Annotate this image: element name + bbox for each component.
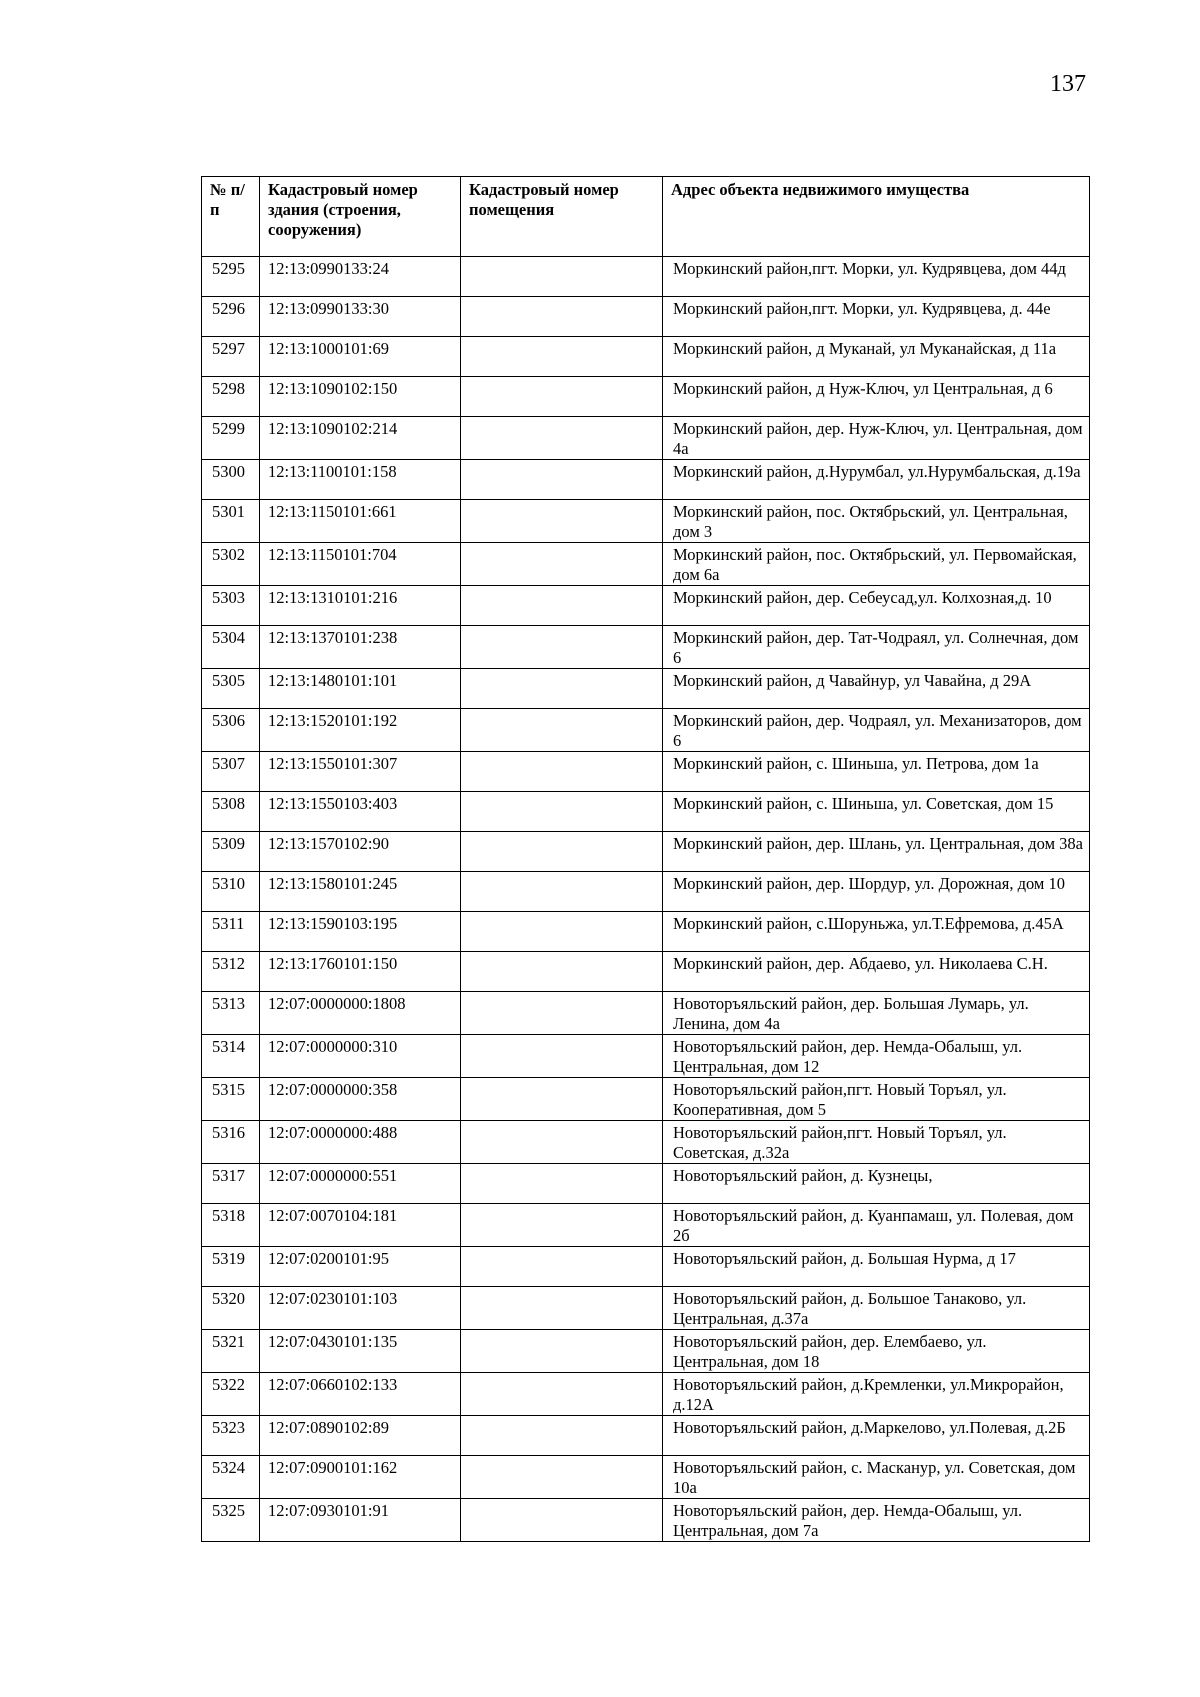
table-body [202,257,1090,1542]
table-row [202,669,1090,709]
cell-row-number: 5311 [202,912,260,952]
cell-property-address: Новоторъяльский район,пгт. Новый Торъял, ул. Советская, д.32а [663,1121,1090,1164]
page-number: 137 [1050,71,1086,97]
table-row [202,1121,1090,1164]
cell-property-address: Моркинский район, пос. Октябрьский, ул. Первомайская, дом 6а [663,543,1090,586]
table-row [202,586,1090,626]
cell-property-address: Новоторъяльский район, д. Большая Нурма, д 17 [663,1247,1090,1287]
cell-property-address: Моркинский район, дер. Себеусад,ул. Колхозная,д. 10 [663,586,1090,626]
cell-building-cadastral-number: 12:07:0430101:135 [260,1330,461,1373]
cell-room-cadastral-number [461,257,663,297]
cell-room-cadastral-number [461,1456,663,1499]
cell-room-cadastral-number [461,460,663,500]
cell-building-cadastral-number: 12:13:1590103:195 [260,912,461,952]
cell-property-address: Моркинский район, пос. Октябрьский, ул. Центральная, дом 3 [663,500,1090,543]
cell-property-address: Новоторъяльский район, д. Большое Танаково, ул. Центральная, д.37а [663,1287,1090,1330]
cell-property-address: Новоторъяльский район, д. Кузнецы, [663,1164,1090,1204]
cell-property-address: Новоторъяльский район, дер. Немда-Обалыш, ул. Центральная, дом 12 [663,1035,1090,1078]
cell-building-cadastral-number: 12:07:0230101:103 [260,1287,461,1330]
cell-property-address: Новоторъяльский район, д.Маркелово, ул.Полевая, д.2Б [663,1416,1090,1456]
cell-building-cadastral-number: 12:13:0990133:30 [260,297,461,337]
cell-property-address: Моркинский район, дер. Нуж-Ключ, ул. Центральная, дом 4а [663,417,1090,460]
cell-row-number: 5297 [202,337,260,377]
cell-property-address: Моркинский район, с. Шиньша, ул. Петрова, дом 1а [663,752,1090,792]
cell-room-cadastral-number [461,912,663,952]
cell-building-cadastral-number: 12:13:1310101:216 [260,586,461,626]
table-row [202,626,1090,669]
cell-row-number: 5300 [202,460,260,500]
table-header-row [202,177,1090,257]
table-row [202,377,1090,417]
cell-row-number: 5316 [202,1121,260,1164]
property-registry-table [201,176,1090,1542]
cell-property-address: Моркинский район, дер. Чодраял, ул. Механизаторов, дом 6 [663,709,1090,752]
table-row [202,1078,1090,1121]
cell-room-cadastral-number [461,1035,663,1078]
table-row [202,543,1090,586]
cell-building-cadastral-number: 12:13:1150101:704 [260,543,461,586]
cell-building-cadastral-number: 12:13:1520101:192 [260,709,461,752]
table-row [202,992,1090,1035]
cell-row-number: 5309 [202,832,260,872]
cell-room-cadastral-number [461,1499,663,1542]
cell-row-number: 5321 [202,1330,260,1373]
cell-property-address: Моркинский район,пгт. Морки, ул. Кудрявцева, дом 44д [663,257,1090,297]
header-row-number: № п/п [202,177,260,257]
cell-building-cadastral-number: 12:13:1570102:90 [260,832,461,872]
cell-room-cadastral-number [461,626,663,669]
cell-row-number: 5324 [202,1456,260,1499]
cell-row-number: 5305 [202,669,260,709]
cell-property-address: Моркинский район, д Нуж-Ключ, ул Центральная, д 6 [663,377,1090,417]
cell-room-cadastral-number [461,992,663,1035]
cell-row-number: 5315 [202,1078,260,1121]
cell-row-number: 5325 [202,1499,260,1542]
cell-row-number: 5319 [202,1247,260,1287]
table-row [202,752,1090,792]
table-row [202,1416,1090,1456]
header-room-cadastral-number: Кадастровый номер помещения [461,177,663,257]
table-row [202,1035,1090,1078]
table-row [202,337,1090,377]
table-row [202,912,1090,952]
cell-property-address: Моркинский район, дер. Тат-Чодраял, ул. Солнечная, дом 6 [663,626,1090,669]
cell-property-address: Новоторъяльский район, д.Кремленки, ул.Микрорайон, д.12А [663,1373,1090,1416]
cell-row-number: 5295 [202,257,260,297]
cell-building-cadastral-number: 12:07:0000000:1808 [260,992,461,1035]
table-row [202,792,1090,832]
cell-building-cadastral-number: 12:13:1760101:150 [260,952,461,992]
cell-room-cadastral-number [461,709,663,752]
cell-room-cadastral-number [461,669,663,709]
cell-row-number: 5304 [202,626,260,669]
cell-building-cadastral-number: 12:07:0200101:95 [260,1247,461,1287]
table-row [202,500,1090,543]
cell-building-cadastral-number: 12:07:0930101:91 [260,1499,461,1542]
cell-room-cadastral-number [461,1204,663,1247]
cell-room-cadastral-number [461,952,663,992]
cell-room-cadastral-number [461,1287,663,1330]
table-row [202,1287,1090,1330]
cell-property-address: Моркинский район, с. Шиньша, ул. Советская, дом 15 [663,792,1090,832]
table-row [202,257,1090,297]
cell-property-address: Моркинский район, дер. Шлань, ул. Центральная, дом 38а [663,832,1090,872]
cell-building-cadastral-number: 12:07:0000000:551 [260,1164,461,1204]
cell-room-cadastral-number [461,337,663,377]
cell-property-address: Новоторъяльский район, д. Куанпамаш, ул. Полевая, дом 2б [663,1204,1090,1247]
cell-building-cadastral-number: 12:13:1480101:101 [260,669,461,709]
cell-building-cadastral-number: 12:13:1550103:403 [260,792,461,832]
cell-room-cadastral-number [461,792,663,832]
cell-row-number: 5323 [202,1416,260,1456]
cell-room-cadastral-number [461,543,663,586]
cell-room-cadastral-number [461,752,663,792]
table-row [202,1499,1090,1542]
table-row [202,709,1090,752]
cell-building-cadastral-number: 12:13:0990133:24 [260,257,461,297]
cell-building-cadastral-number: 12:07:0890102:89 [260,1416,461,1456]
cell-room-cadastral-number [461,417,663,460]
table-row [202,872,1090,912]
cell-row-number: 5322 [202,1373,260,1416]
cell-building-cadastral-number: 12:13:1150101:661 [260,500,461,543]
header-property-address: Адрес объекта недвижимого имущества [663,177,1090,257]
cell-room-cadastral-number [461,1373,663,1416]
cell-building-cadastral-number: 12:07:0900101:162 [260,1456,461,1499]
cell-building-cadastral-number: 12:13:1090102:150 [260,377,461,417]
cell-row-number: 5301 [202,500,260,543]
table-row [202,1204,1090,1247]
cell-building-cadastral-number: 12:07:0070104:181 [260,1204,461,1247]
cell-row-number: 5303 [202,586,260,626]
cell-building-cadastral-number: 12:07:0000000:488 [260,1121,461,1164]
cell-building-cadastral-number: 12:13:1580101:245 [260,872,461,912]
cell-room-cadastral-number [461,1164,663,1204]
cell-row-number: 5298 [202,377,260,417]
cell-property-address: Моркинский район, дер. Шордур, ул. Дорожная, дом 10 [663,872,1090,912]
cell-building-cadastral-number: 12:07:0660102:133 [260,1373,461,1416]
cell-row-number: 5312 [202,952,260,992]
cell-row-number: 5318 [202,1204,260,1247]
table-row [202,1247,1090,1287]
cell-property-address: Моркинский район, д Муканай, ул Муканайская, д 11а [663,337,1090,377]
cell-building-cadastral-number: 12:13:1090102:214 [260,417,461,460]
cell-row-number: 5296 [202,297,260,337]
cell-row-number: 5306 [202,709,260,752]
cell-room-cadastral-number [461,500,663,543]
cell-room-cadastral-number [461,832,663,872]
cell-room-cadastral-number [461,1247,663,1287]
cell-room-cadastral-number [461,1330,663,1373]
cell-property-address: Новоторъяльский район, дер. Немда-Обалыш, ул. Центральная, дом 7а [663,1499,1090,1542]
table-row [202,1164,1090,1204]
cell-property-address: Новоторъяльский район, дер. Елембаево, ул. Центральная, дом 18 [663,1330,1090,1373]
table-row [202,1456,1090,1499]
cell-room-cadastral-number [461,297,663,337]
cell-property-address: Моркинский район, с.Шоруньжа, ул.Т.Ефремова, д.45А [663,912,1090,952]
cell-row-number: 5314 [202,1035,260,1078]
cell-row-number: 5313 [202,992,260,1035]
cell-building-cadastral-number: 12:13:1000101:69 [260,337,461,377]
table-row [202,1330,1090,1373]
table-row [202,952,1090,992]
cell-row-number: 5320 [202,1287,260,1330]
table-row [202,832,1090,872]
cell-row-number: 5310 [202,872,260,912]
cell-room-cadastral-number [461,1078,663,1121]
table-row [202,460,1090,500]
cell-row-number: 5307 [202,752,260,792]
cell-building-cadastral-number: 12:13:1100101:158 [260,460,461,500]
cell-property-address: Моркинский район,пгт. Морки, ул. Кудрявцева, д. 44е [663,297,1090,337]
header-building-cadastral-number: Кадастровый номер здания (строения, сооружения) [260,177,461,257]
cell-room-cadastral-number [461,1416,663,1456]
table-row [202,297,1090,337]
cell-building-cadastral-number: 12:07:0000000:358 [260,1078,461,1121]
cell-property-address: Новоторъяльский район, с. Масканур, ул. Советская, дом 10а [663,1456,1090,1499]
cell-property-address: Новоторъяльский район, дер. Большая Лумарь, ул. Ленина, дом 4а [663,992,1090,1035]
table-row [202,1373,1090,1416]
cell-building-cadastral-number: 12:13:1550101:307 [260,752,461,792]
cell-room-cadastral-number [461,1121,663,1164]
cell-building-cadastral-number: 12:07:0000000:310 [260,1035,461,1078]
cell-building-cadastral-number: 12:13:1370101:238 [260,626,461,669]
cell-property-address: Новоторъяльский район,пгт. Новый Торъял, ул. Кооперативная, дом 5 [663,1078,1090,1121]
cell-room-cadastral-number [461,377,663,417]
cell-room-cadastral-number [461,872,663,912]
table-row [202,417,1090,460]
cell-row-number: 5317 [202,1164,260,1204]
cell-property-address: Моркинский район, дер. Абдаево, ул. Николаева С.Н. [663,952,1090,992]
cell-room-cadastral-number [461,586,663,626]
cell-row-number: 5302 [202,543,260,586]
cell-property-address: Моркинский район, д Чавайнур, ул Чавайна, д 29А [663,669,1090,709]
cell-row-number: 5299 [202,417,260,460]
cell-property-address: Моркинский район, д.Нурумбал, ул.Нурумбальская, д.19а [663,460,1090,500]
cell-row-number: 5308 [202,792,260,832]
